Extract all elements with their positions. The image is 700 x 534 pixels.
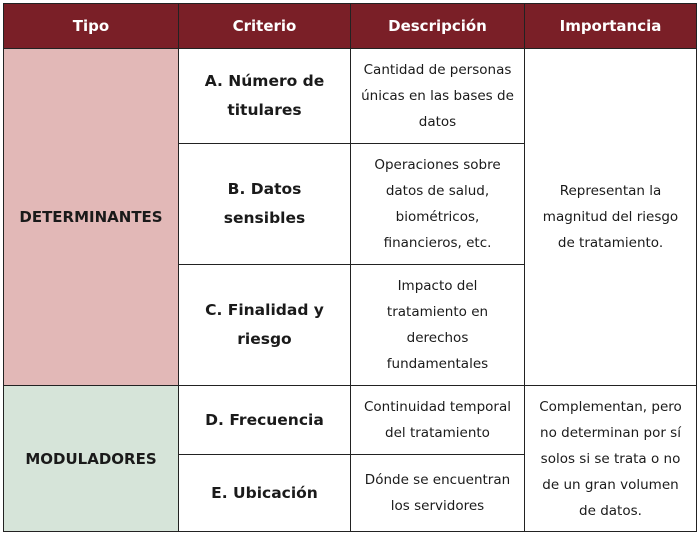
header-row [4,4,697,49]
descripcion-e: Dónde se encuentran los servidores [351,455,525,532]
header-importancia: Importancia [525,4,697,49]
criterio-e: E. Ubicación [179,455,351,532]
descripcion-c: Impacto del tratamiento en derechos fundamentales [351,265,525,386]
descripcion-b: Operaciones sobre datos de salud, biométricos, financieros, etc. [351,144,525,265]
table-row [4,386,697,455]
criteria-table [3,3,697,532]
header-tipo: Tipo [4,4,179,49]
tipo-determinantes: DETERMINANTES [4,49,179,386]
importancia-determinantes: Representan la magnitud del riesgo de tratamiento. [525,49,697,386]
header-criterio: Criterio [179,4,351,49]
importancia-moduladores: Complementan, pero no determinan por sí solos si se trata o no de un gran volumen de datos. [525,386,697,532]
header-descripcion: Descripción [351,4,525,49]
tipo-moduladores: MODULADORES [4,386,179,532]
descripcion-a: Cantidad de personas únicas en las bases de datos [351,49,525,144]
criterio-a: A. Número de titulares [179,49,351,144]
criterio-d: D. Frecuencia [179,386,351,455]
criterio-b: B. Datos sensibles [179,144,351,265]
descripcion-d: Continuidad temporal del tratamiento [351,386,525,455]
table-row [4,49,697,144]
criterio-c: C. Finalidad y riesgo [179,265,351,386]
